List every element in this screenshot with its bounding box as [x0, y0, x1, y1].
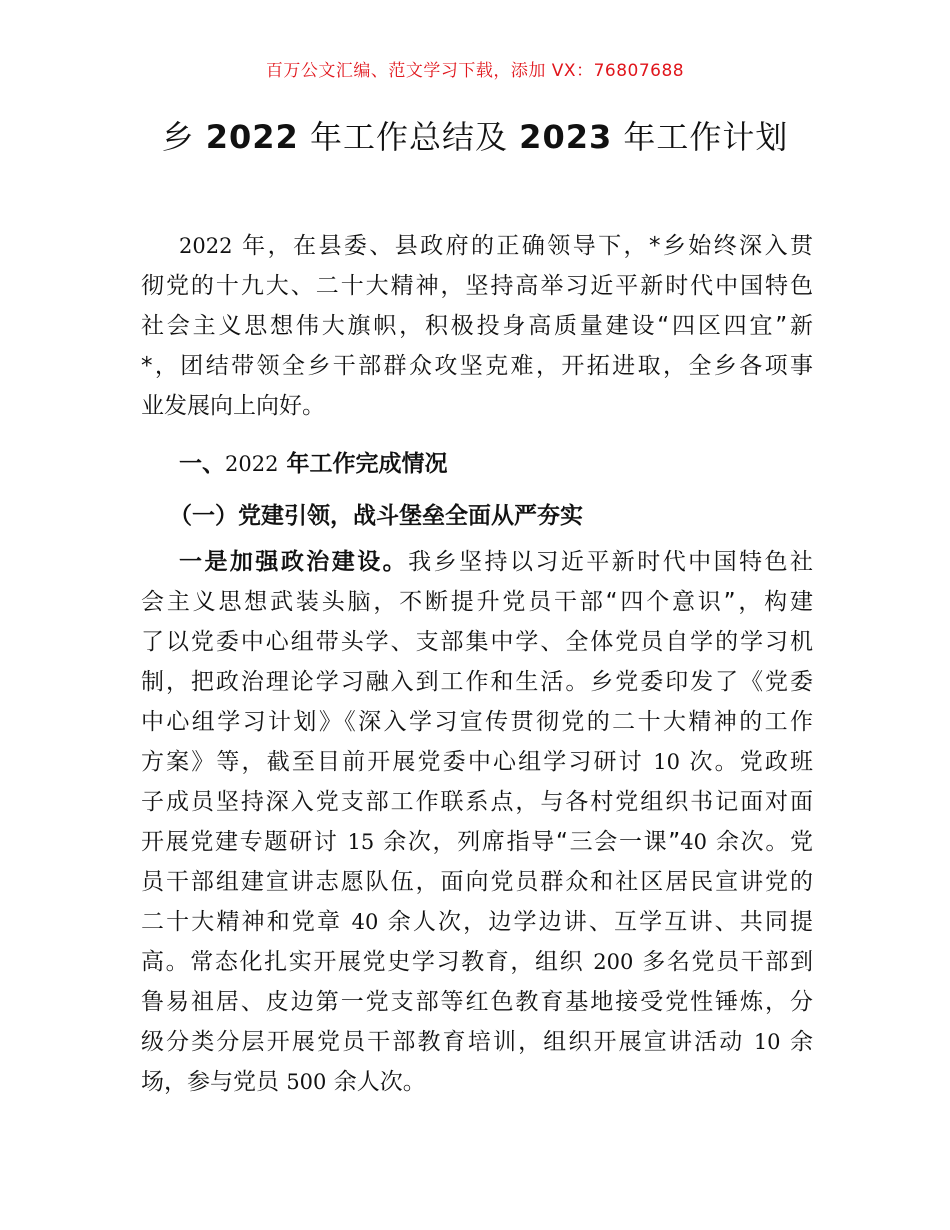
text: 余	[780, 1029, 813, 1055]
para1-lead-phrase: 一是加强政治建设。	[179, 549, 409, 575]
para1-line-8	[141, 822, 813, 862]
text: 场，参与党员	[141, 1069, 287, 1095]
document-title	[0, 112, 950, 158]
text: 级分类分层开展党员干部教育培训，组织开展宣讲活动	[141, 1029, 754, 1055]
count-10: 10	[653, 750, 680, 774]
para1-line-1	[141, 542, 813, 582]
para1-line-12: 鲁易祖居、皮边第一党支部等红色教育基地接受党性锤炼，分	[141, 989, 813, 1015]
count-500: 500	[286, 1070, 327, 1094]
text: 多名党员干部到	[633, 949, 814, 975]
intro-year: 2022	[179, 234, 233, 258]
title-year-2023: 2023	[519, 118, 613, 156]
title-middle: 年工作总结及	[298, 118, 520, 156]
para1-line-3: 了以党委中心组带头学、支部集中学、全体党员自学的学习机	[141, 629, 813, 655]
intro-line-1-text: 年，在县委、县政府的正确领导下，*乡始终深入贯	[232, 233, 813, 259]
text: 方案》等，截至目前开展党委中心组学习研讨	[141, 749, 654, 775]
count-200: 200	[593, 950, 634, 974]
paragraph-political-building	[141, 542, 813, 1102]
intro-line-2: 彻党的十九大、二十大精神，坚持高举习近平新时代中国特色	[141, 273, 813, 299]
para1-line-11	[141, 942, 813, 982]
count-40: 40	[351, 910, 379, 934]
para1-line-13	[141, 1022, 813, 1062]
section-heading-prefix: 一、	[179, 451, 225, 477]
text: 开展党建专题研讨	[141, 829, 348, 855]
text: 次。党政班	[680, 749, 814, 775]
count-40: 40	[680, 830, 707, 854]
text: 高。常态化扎实开展党史学习教育，组织	[141, 949, 594, 975]
subsection-heading-1: （一）党建引领，战斗堡垒全面从严夯实	[169, 503, 583, 529]
title-suffix: 年工作计划	[612, 118, 789, 156]
para1-line-6	[141, 742, 813, 782]
intro-line-5: 业发展向上向好。	[141, 393, 325, 419]
para1-line-9: 员干部组建宣讲志愿队伍，面向党员群众和社区居民宣讲党的	[141, 869, 813, 895]
section-heading-1	[141, 438, 813, 490]
para1-line-2: 会主义思想武装头脑，不断提升党员干部“四个意识”，构建	[141, 589, 813, 615]
watermark-header: 百万公文汇编、范文学习下载，添加 VX：76807688	[265, 61, 685, 81]
para1-line-1-text: 我乡坚持以习近平新时代中国特色社	[408, 549, 814, 575]
para1-line-7: 子成员坚持深入党支部工作联系点，与各村党组织书记面对面	[141, 789, 813, 815]
text: 余次，列席指导“三会一课”	[374, 829, 681, 855]
para1-line-10	[141, 902, 813, 942]
title-prefix: 乡	[161, 118, 206, 156]
section-heading-label: 年工作完成情况	[278, 451, 448, 477]
document-body	[141, 226, 813, 1102]
count-15: 15	[347, 830, 375, 854]
section-heading-year: 2022	[225, 452, 279, 476]
text: 二十大精神和党章	[141, 909, 352, 935]
text: 余人次，边学边讲、互学互讲、共同提	[378, 909, 814, 935]
para1-line-5: 中心组学习计划》《深入学习宣传贯彻党的二十大精神的工作	[141, 709, 813, 735]
para1-line-4: 制，把政治理论学习融入到工作和生活。乡党委印发了《党委	[141, 669, 813, 695]
text: 余次。党	[706, 829, 814, 855]
intro-paragraph	[141, 226, 813, 426]
para1-line-14	[141, 1062, 813, 1102]
text: 余人次。	[326, 1069, 426, 1095]
count-10: 10	[753, 1030, 781, 1054]
intro-line-4: *，团结带领全乡干部群众攻坚克难，开拓进取，全乡各项事	[141, 353, 813, 379]
intro-line-3: 社会主义思想伟大旗帜，积极投身高质量建设“四区四宜”新	[141, 313, 813, 339]
title-year-2022: 2022	[205, 118, 299, 156]
intro-line-1	[141, 226, 813, 266]
